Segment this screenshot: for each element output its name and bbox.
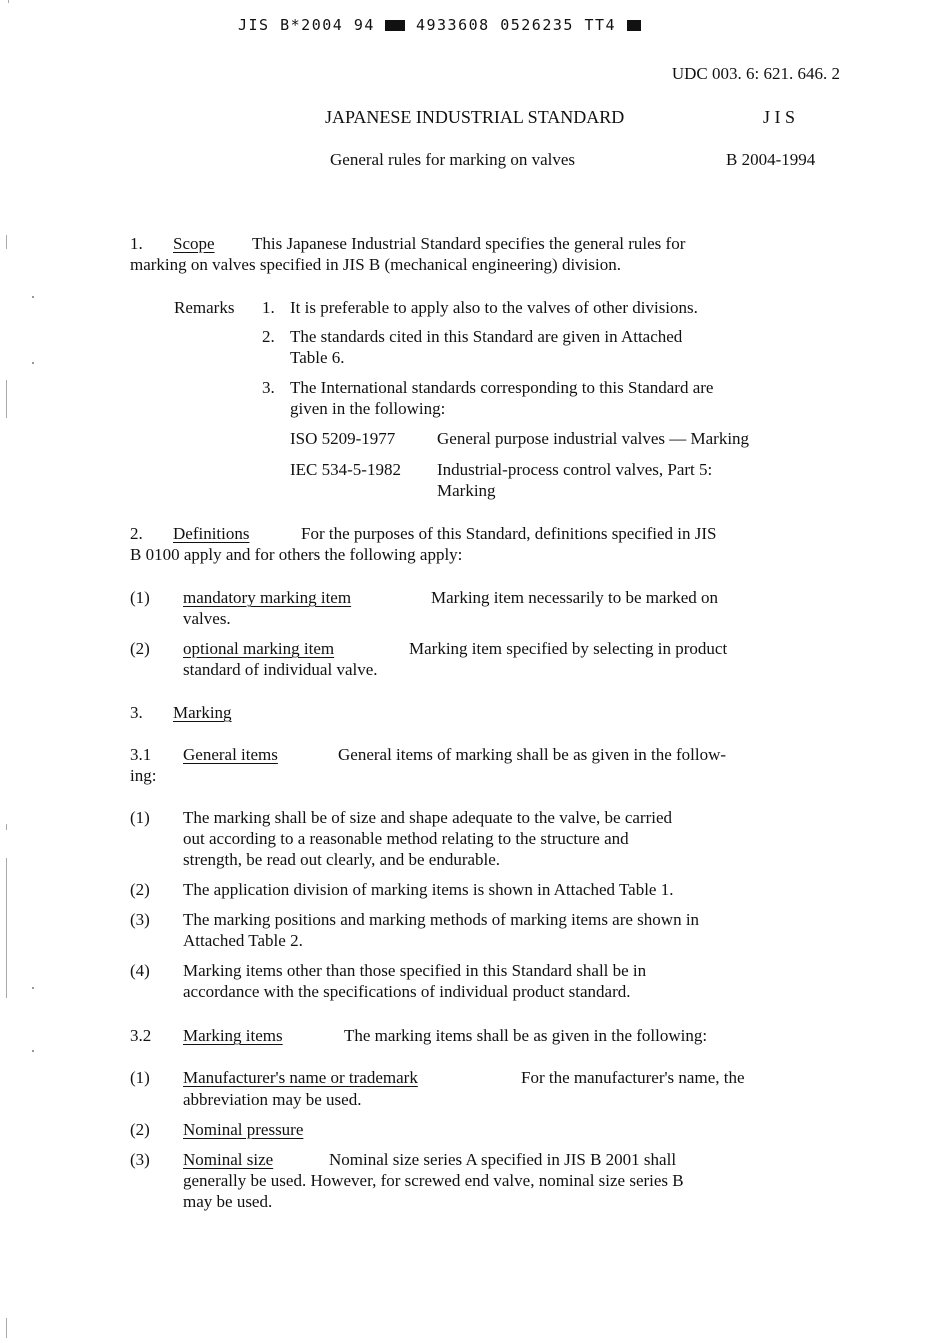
catalog-code: JIS B*2004 94 <box>238 16 375 34</box>
paragraph-line: General items of marking shall be as given in the follow- <box>338 745 727 764</box>
list-number: (1) <box>130 1068 150 1087</box>
remark-text: Table 6. <box>290 348 345 367</box>
paragraph-line: For the purposes of this Standard, definitions specified in JIS <box>301 524 717 543</box>
black-bar-mark <box>627 20 641 31</box>
definition-text: valves. <box>183 609 231 628</box>
page-title: General rules for marking on valves <box>330 150 575 169</box>
subsection-number: 3.2 <box>130 1026 152 1045</box>
section-number: 1. <box>130 234 143 253</box>
definition-text: Marking item necessarily to be marked on <box>431 588 719 607</box>
section-heading: Definitions <box>173 524 250 543</box>
catalog-barcode: 4933608 0526235 TT4 <box>415 16 617 34</box>
definition-text: Marking item specified by selecting in product <box>409 639 728 658</box>
paragraph-line: This Japanese Industrial Standard specifies the general rules for <box>252 234 686 253</box>
list-text: generally be used. However, for screwed end valve, nominal size series B <box>183 1171 684 1190</box>
list-text: Marking items other than those specified in this Standard shall be in <box>183 961 647 980</box>
subsection-heading: Marking items <box>183 1026 283 1045</box>
iso-title: General purpose industrial valves — Marking <box>437 429 750 448</box>
list-text: abbreviation may be used. <box>183 1090 362 1109</box>
scan-mark <box>6 1318 7 1338</box>
iec-code: IEC 534-5-1982 <box>290 460 401 479</box>
section-heading: Marking <box>173 703 232 722</box>
list-number: 1. <box>262 298 275 317</box>
paragraph-line: B 0100 apply and for others the following apply: <box>130 545 463 564</box>
item-term: Manufacturer's name or trademark <box>183 1068 418 1087</box>
definition-text: standard of individual valve. <box>183 660 378 679</box>
black-bar-mark <box>385 20 405 31</box>
scan-mark <box>32 296 34 298</box>
jis-mark: J I S <box>763 107 796 127</box>
list-text: Nominal size series A specified in JIS B 2001 shall <box>329 1150 677 1169</box>
list-text: may be used. <box>183 1192 273 1211</box>
subsection-heading: General items <box>183 745 278 764</box>
section-number: 2. <box>130 524 143 543</box>
scan-mark <box>6 235 7 249</box>
list-number: (3) <box>130 910 150 929</box>
iso-code: ISO 5209-1977 <box>290 429 396 448</box>
scan-mark <box>32 987 34 989</box>
scan-mark <box>6 380 7 418</box>
defined-term: optional marking item <box>183 639 335 658</box>
scan-mark <box>8 0 9 3</box>
remark-text: The International standards corresponding to this Standard are <box>290 378 714 397</box>
list-number: (2) <box>130 1120 150 1139</box>
remark-text: The standards cited in this Standard are given in Attached <box>290 327 683 346</box>
list-number: 2. <box>262 327 275 346</box>
section-heading: Scope <box>173 234 215 253</box>
item-term: Nominal pressure <box>183 1120 304 1139</box>
list-text: The marking shall be of size and shape adequate to the valve, be carried <box>183 808 673 827</box>
scan-mark <box>6 858 7 998</box>
iec-title: Industrial-process control valves, Part 5: <box>437 460 713 479</box>
list-text: Attached Table 2. <box>183 931 303 950</box>
remarks-label: Remarks <box>174 298 235 317</box>
subsection-number: 3.1 <box>130 745 152 764</box>
paragraph-line: The marking items shall be as given in the following: <box>344 1026 708 1045</box>
list-number: (4) <box>130 961 150 980</box>
scan-mark <box>32 362 34 364</box>
standard-number: B 2004-1994 <box>726 150 816 169</box>
list-text: The application division of marking items is shown in Attached Table 1. <box>183 880 674 899</box>
list-number: (1) <box>130 588 150 607</box>
paragraph-line: marking on valves specified in JIS B (mechanical engineering) division. <box>130 255 621 274</box>
paragraph-line: ing: <box>130 766 157 785</box>
list-text: out according to a reasonable method relating to the structure and <box>183 829 629 848</box>
standard-org: JAPANESE INDUSTRIAL STANDARD <box>325 107 625 127</box>
list-number: (2) <box>130 880 150 899</box>
list-number: (3) <box>130 1150 150 1169</box>
section-number: 3. <box>130 703 143 722</box>
catalog-header <box>238 16 641 34</box>
iec-title: Marking <box>437 481 496 500</box>
list-text: For the manufacturer's name, the <box>521 1068 745 1087</box>
list-number: (1) <box>130 808 150 827</box>
list-text: strength, be read out clearly, and be endurable. <box>183 850 501 869</box>
list-text: The marking positions and marking methods of marking items are shown in <box>183 910 700 929</box>
scan-mark <box>32 1050 34 1052</box>
list-text: accordance with the specifications of individual product standard. <box>183 982 631 1001</box>
item-term: Nominal size <box>183 1150 274 1169</box>
udc-code: UDC 003. 6: 621. 646. 2 <box>671 64 840 83</box>
remark-text: given in the following: <box>290 399 446 418</box>
defined-term: mandatory marking item <box>183 588 352 607</box>
remark-text: It is preferable to apply also to the valves of other divisions. <box>290 298 698 317</box>
list-number: (2) <box>130 639 150 658</box>
list-number: 3. <box>262 378 275 397</box>
scan-mark <box>6 824 7 830</box>
